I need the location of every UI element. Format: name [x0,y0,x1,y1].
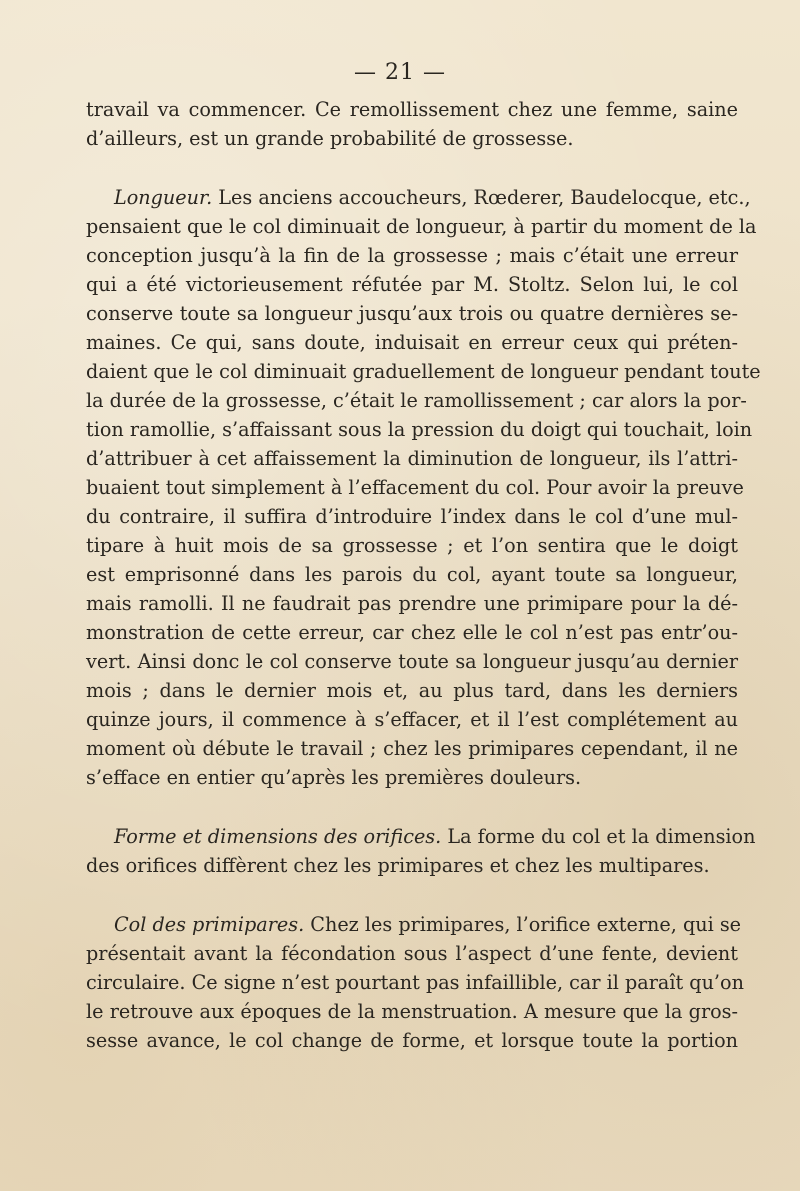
paragraph-gap [86,153,738,183]
paragraph-col-primipares [86,910,744,1055]
text-line-content: Les anciens accoucheurs, Rœderer, Baudelocque, etc., [218,186,751,209]
text-line: mois ; dans le dernier mois et, au plus tard, dans les derniers [86,679,738,702]
text-line: tipare à huit mois de sa grossesse ; et l’on sentira que le doigt [86,534,738,557]
text-line: qui a été victorieusement réfutée par M. Stoltz. Selon lui, le col [86,273,738,296]
text-line: circulaire. Ce signe n’est pourtant pas infaillible, car il paraît qu’on [86,971,744,994]
text-line: mais ramolli. Il ne faudrait pas prendre une primipare pour la dé- [86,592,738,615]
paragraph-gap [86,880,738,910]
text-line: s’efface en entier qu’après les premières douleurs. [86,766,582,789]
text-line: maines. Ce qui, sans doute, induisait en erreur ceux qui préten- [86,331,738,354]
text-line: monstration de cette erreur, car chez elle le col n’est pas entr’ou- [86,621,738,644]
paragraph-longueur [86,183,761,792]
text-line: pensaient que le col diminuait de longueur, à partir du moment de la [86,215,757,238]
text-line: travail va commencer. Ce remollissement chez une femme, saine [86,98,738,121]
page-number: — 21 — [354,60,446,85]
body-text [86,95,761,1055]
text-line: tion ramollie, s’affaissant sous la pression du doigt qui touchait, loin [86,418,753,441]
text-line [86,822,756,851]
paragraph [86,95,738,153]
section-heading: Forme et dimensions des orifices. [114,825,442,848]
text-line: du contraire, il suffira d’introduire l’index dans le col d’une mul- [86,505,738,528]
section-heading: Longueur. [114,186,213,209]
text-line: moment où débute le travail ; chez les primipares cependant, il ne [86,737,738,760]
text-line: d’attribuer à cet affaissement la diminution de longueur, ils l’attri- [86,447,738,470]
text-line: daient que le col diminuait graduellement de longueur pendant toute [86,360,761,383]
text-line: conserve toute sa longueur jusqu’aux trois ou quatre dernières se- [86,302,738,325]
text-line: quinze jours, il commence à s’effacer, et il l’est complétement au [86,708,738,731]
section-heading: Col des primipares. [114,913,305,936]
text-line: vert. Ainsi donc le col conserve toute sa longueur jusqu’au dernier [86,650,738,673]
text-line: d’ailleurs, est un grande probabilité de grossesse. [86,127,574,150]
text-line: buaient tout simplement à l’effacement du col. Pour avoir la preuve [86,476,744,499]
text-line: des orifices diffèrent chez les primipares et chez les multipares. [86,854,710,877]
text-line-content: La forme du col et la dimension [447,825,756,848]
text-line: le retrouve aux époques de la menstruation. A mesure que la gros- [86,1000,738,1023]
text-line: est emprisonné dans les parois du col, ayant toute sa longueur, [86,563,738,586]
text-line: présentait avant la fécondation sous l’aspect d’une fente, devient [86,942,738,965]
paragraph-gap [86,792,738,822]
text-line: conception jusqu’à la fin de la grossesse ; mais c’était une erreur [86,244,738,267]
text-line: sesse avance, le col change de forme, et lorsque toute la portion [86,1029,738,1052]
text-line: la durée de la grossesse, c’était le ramollissement ; car alors la por- [86,389,747,412]
text-line [86,910,742,939]
text-line [86,183,751,212]
paragraph-forme [86,822,756,880]
text-line-content: Chez les primipares, l’orifice externe, qui se [310,913,742,936]
